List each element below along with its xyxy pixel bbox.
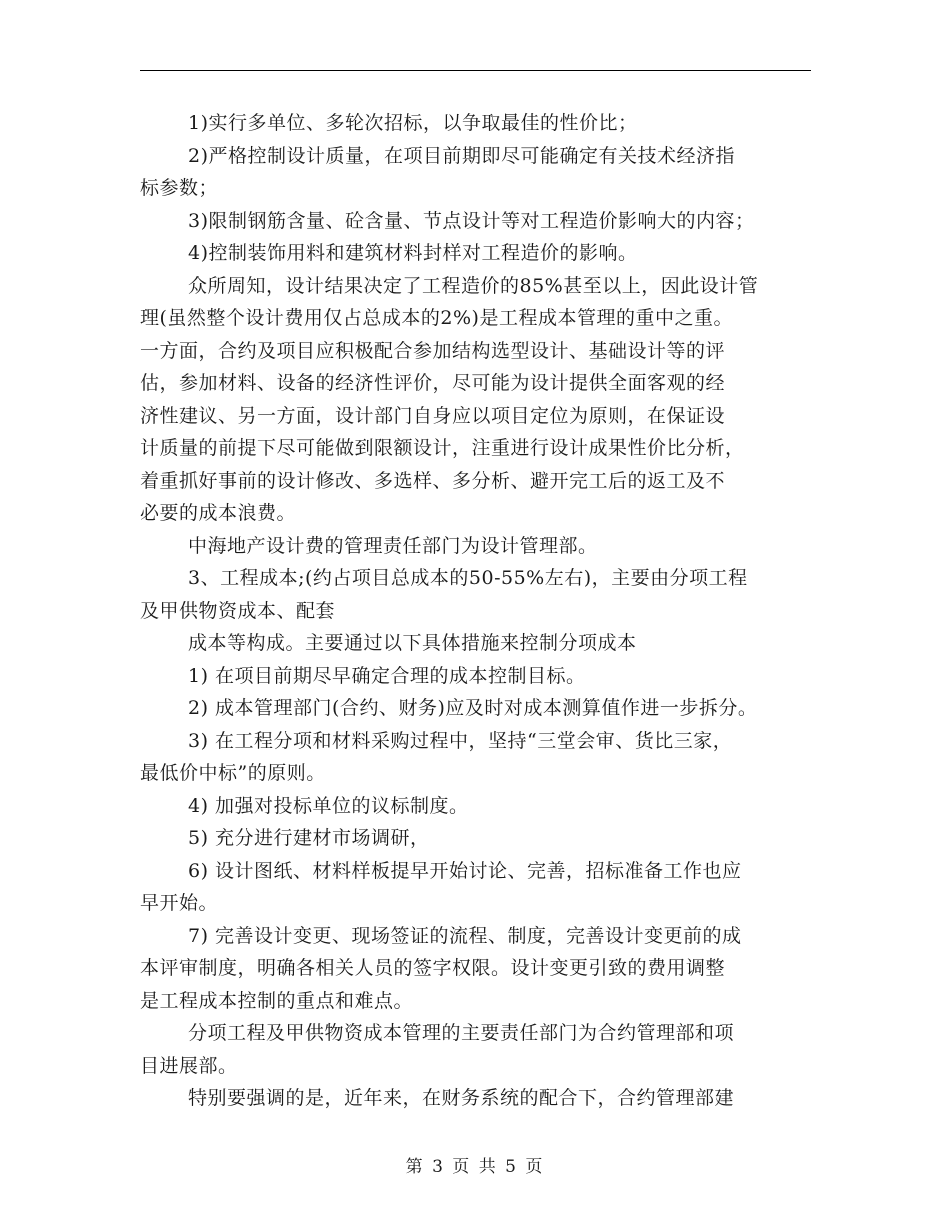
text-line: 济性建议、另一方面，设计部门自身应以项目定位为原则，在保证设 [140, 404, 726, 427]
text-line: 估，参加材料、设备的经济性评价，尽可能为设计提供全面客观的经 [140, 372, 726, 394]
text-line: 1) 在项目前期尽早确定合理的成本控制目标。 [188, 664, 586, 687]
text-line: 特别要强调的是，近年来，在财务系统的配合下，合约管理部建 [188, 1087, 735, 1109]
text-line: 4)控制装饰用料和建筑材料封样对工程造价的影响。 [188, 242, 638, 264]
text-line: 早开始。 [140, 892, 219, 914]
text-line: 5) 充分进行建材市场调研， [188, 827, 430, 849]
text-line: 目进展部。 [140, 1054, 238, 1077]
text-line: 一方面，合约及项目应积极配合参加结构选型设计、基础设计等的评 [140, 339, 726, 362]
header-rule [140, 70, 811, 71]
text-line: 及甲供物资成本、配套 [140, 599, 336, 622]
text-line: 3) 在工程分项和材料采购过程中，坚持“三堂会审、货比三家， [188, 729, 733, 752]
text-line: 众所周知，设计结果决定了工程造价的85%甚至以上，因此设计管 [188, 274, 759, 297]
text-line: 2)严格控制设计质量，在项目前期即尽可能确定有关技术经济指 [188, 144, 736, 167]
text-line: 6) 设计图纸、材料样板提早开始讨论、完善，招标准备工作也应 [188, 859, 742, 882]
page-footer: 第 3 页 共 5 页 [405, 1157, 545, 1177]
text-line: 本评审制度，明确各相关人员的签字权限。设计变更引致的费用调整 [140, 957, 726, 979]
text-line: 标参数； [140, 177, 219, 199]
text-line: 4) 加强对投标单位的议标制度。 [188, 794, 469, 817]
text-line: 必要的成本浪费。 [140, 502, 297, 524]
text-line: 1)实行多单位、多轮次招标，以争取最佳的性价比； [188, 112, 638, 134]
text-line: 3、工程成本;(约占项目总成本的50-55%左右)，主要由分项工程 [188, 567, 748, 589]
document-body [140, 107, 820, 1115]
text-line: 着重抓好事前的设计修改、多选样、多分析、避开完工后的返工及不 [140, 469, 726, 492]
text-line: 2) 成本管理部门(合约、财务)应及时对成本测算值作进一步拆分。 [188, 697, 758, 719]
text-line: 成本等构成。主要通过以下具体措施来控制分项成本 [188, 632, 637, 654]
text-line: 是工程成本控制的重点和难点。 [140, 989, 414, 1012]
text-line: 7) 完善设计变更、现场签证的流程、制度，完善设计变更前的成 [188, 924, 742, 947]
text-line: 分项工程及甲供物资成本管理的主要责任部门为合约管理部和项 [188, 1022, 735, 1044]
text-line: 理(虽然整个设计费用仅占总成本的2%)是工程成本管理的重中之重。 [140, 307, 733, 329]
text-line: 3)限制钢筋含量、砼含量、节点设计等对工程造价影响大的内容； [188, 209, 755, 232]
text-line: 最低价中标”的原则。 [140, 762, 326, 784]
text-line: 中海地产设计费的管理责任部门为设计管理部。 [188, 534, 598, 557]
text-line: 计质量的前提下尽可能做到限额设计，注重进行设计成果性价比分析， [140, 437, 745, 459]
